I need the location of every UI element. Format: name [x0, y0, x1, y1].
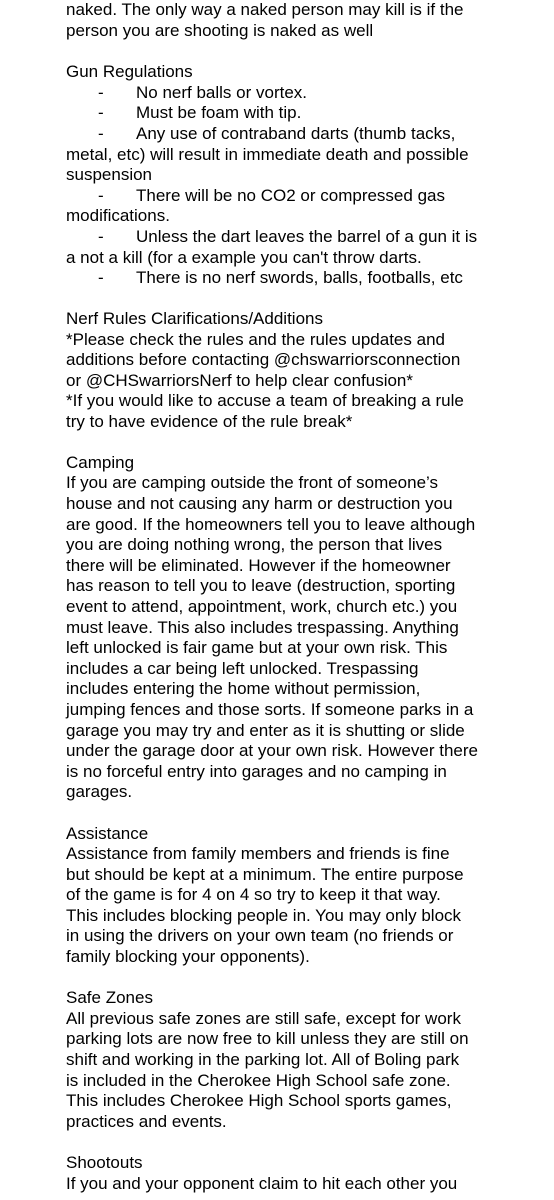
paragraph-line: are good. If the homeowners tell you to leave although	[66, 515, 476, 534]
intro-line: person you are shooting is naked as well	[66, 21, 374, 40]
paragraph-line: *If you would like to accuse a team of breaking a rule	[66, 391, 464, 410]
bullet-dash: -	[98, 124, 104, 143]
section-heading-shootouts: Shootouts	[66, 1153, 143, 1172]
paragraph-line: try to have evidence of the rule break*	[66, 412, 353, 431]
paragraph-line: in using the drivers on your own team (no friends or	[66, 926, 454, 945]
paragraph-line: If you and your opponent claim to hit each other you	[66, 1174, 458, 1193]
bullet-dash: -	[98, 186, 104, 205]
list-item-continuation: modifications.	[66, 206, 170, 225]
paragraph-line: garage you may try and enter as it is shutting or slide	[66, 721, 465, 740]
paragraph-line: includes entering the home without permission,	[66, 679, 421, 698]
list-item-continuation: metal, etc) will result in immediate death and possible	[66, 145, 469, 164]
list-item-text: No nerf balls or vortex.	[136, 83, 308, 102]
paragraph-line: has reason to tell you to leave (destruction, sporting	[66, 576, 456, 595]
section-heading-safe-zones: Safe Zones	[66, 988, 153, 1007]
paragraph-line: *Please check the rules and the rules updates and	[66, 330, 445, 349]
paragraph-line: practices and events.	[66, 1112, 227, 1131]
paragraph-line: house and not causing any harm or destruction you	[66, 494, 453, 513]
paragraph-line: shift and working in the parking lot. All of Boling park	[66, 1050, 460, 1069]
paragraph-line: left unlocked is fair game but at your own risk. This	[66, 638, 448, 657]
paragraph-line: you are doing nothing wrong, the person that lives	[66, 535, 443, 554]
intro-line: naked. The only way a naked person may kill is if the	[66, 0, 464, 19]
list-item-text: Any use of contraband darts (thumb tacks,	[136, 124, 456, 143]
list-item-text: Must be foam with tip.	[136, 103, 302, 122]
list-item-text: There will be no CO2 or compressed gas	[136, 186, 445, 205]
paragraph-line: event to attend, appointment, work, church etc.) you	[66, 597, 458, 616]
paragraph-line: is included in the Cherokee High School safe zone.	[66, 1071, 451, 1090]
paragraph-line: is no forceful entry into garages and no camping in	[66, 762, 447, 781]
section-heading-assistance: Assistance	[66, 824, 149, 843]
paragraph-line: parking lots are now free to kill unless they are still on	[66, 1029, 469, 1048]
paragraph-line: there will be eliminated. However if the homeowner	[66, 556, 451, 575]
list-item-continuation: a not a kill (for a example you can't throw darts.	[66, 248, 422, 267]
paragraph-line: Assistance from family members and friends is fine	[66, 844, 450, 863]
paragraph-line: additions before contacting @chswarriorsconnection	[66, 350, 461, 369]
bullet-dash: -	[98, 227, 104, 246]
paragraph-line: All previous safe zones are still safe, except for work	[66, 1009, 461, 1028]
section-heading-gun-regulations: Gun Regulations	[66, 62, 193, 81]
list-item-text: Unless the dart leaves the barrel of a gun it is	[136, 227, 478, 246]
bullet-dash: -	[98, 103, 104, 122]
paragraph-line: of the game is for 4 on 4 so try to keep it that way.	[66, 885, 441, 904]
bullet-dash: -	[98, 268, 104, 287]
bullet-dash: -	[98, 83, 104, 102]
paragraph-line: under the garage door at your own risk. However there	[66, 741, 479, 760]
list-item-text: There is no nerf swords, balls, footballs, etc	[136, 268, 463, 287]
paragraph-line: must leave. This also includes trespassing. Anything	[66, 618, 459, 637]
section-heading-camping: Camping	[66, 453, 135, 472]
paragraph-line: If you are camping outside the front of someone’s	[66, 473, 439, 492]
paragraph-line: garages.	[66, 782, 133, 801]
paragraph-line: but should be kept at a minimum. The entire purpose	[66, 865, 464, 884]
paragraph-line: jumping fences and those sorts. If someone parks in a	[66, 700, 474, 719]
list-item-continuation: suspension	[66, 165, 153, 184]
section-heading-nerf-rules: Nerf Rules Clarifications/Additions	[66, 309, 323, 328]
paragraph-line: This includes blocking people in. You may only block	[66, 906, 462, 925]
paragraph-line: includes a car being left unlocked. Trespassing	[66, 659, 419, 678]
paragraph-line: family blocking your opponents).	[66, 947, 310, 966]
paragraph-line: or @CHSwarriorsNerf to help clear confusion*	[66, 371, 413, 390]
paragraph-line: This includes Cherokee High School sports games,	[66, 1091, 452, 1110]
